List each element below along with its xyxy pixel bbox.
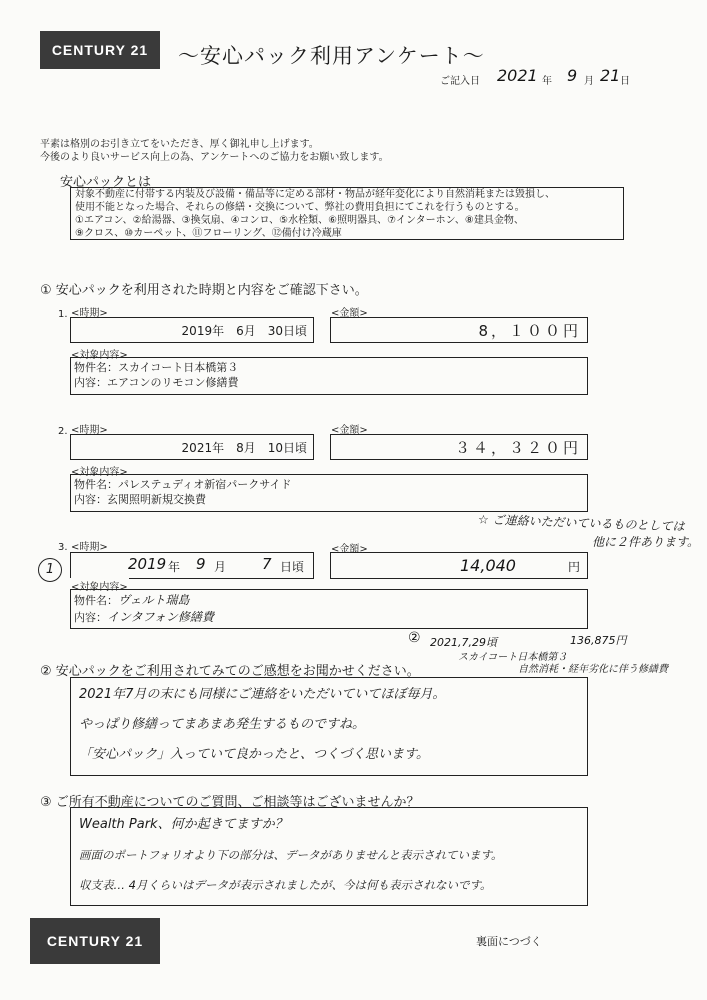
note2-content: 自然消耗・経年劣化に伴う修繕費 [518, 664, 668, 675]
star-note-line-2: 他に２件あります。 [592, 535, 700, 549]
anshin-heading: 安心パックとは [60, 175, 152, 190]
entry-2-date-box [70, 434, 314, 460]
entry-3-year-unit: 年 [168, 560, 181, 574]
entry-1-number: 1. [58, 309, 68, 320]
entry-3-month: 9 [196, 555, 206, 573]
entry-2-detail-label: 内容： [74, 493, 107, 506]
entry-2-amount-label: <金額> [330, 421, 369, 436]
entry-3-property: ヴェルト瑞島 [118, 593, 190, 607]
entry-1-date-box [70, 317, 314, 343]
entry-2-property-label: 物件名： [74, 478, 118, 491]
entry-1-content-label: <対象内容> [70, 346, 129, 361]
entry-3-day: 7 [262, 555, 272, 573]
entry-3-amount-unit: 円 [568, 560, 581, 574]
q2-answer-box [70, 677, 588, 776]
date-day: 21 [600, 66, 621, 85]
entry-3-number: 3. [58, 542, 68, 553]
entry-1-amount: 8，１００円 [478, 322, 581, 340]
entry-1-amount-box [330, 317, 588, 343]
entry-1-detail-label: 内容： [74, 376, 107, 389]
entry-1-time-label: <時期> [70, 304, 109, 319]
continue-note: 裏面につづく [476, 935, 542, 948]
entry-3-detail-label: 内容： [74, 611, 107, 624]
q3-answer-line-2: 画面のポートフォリオより下の部分は、データがありませんと表示されています。 [79, 848, 503, 862]
entry-2-content-label: <対象内容> [70, 463, 129, 478]
entry-2-date: 2021年 8月 10日頃 [181, 441, 307, 455]
date-month: 9 [567, 66, 578, 85]
q3-answer-line-3: 収支表… 4月くらいはデータが表示されましたが、今は何も表示されないです。 [79, 878, 492, 892]
note2-property: スカイコート日本橋第３ [458, 652, 568, 663]
entry-2-content: 玄関照明新規交換費 [107, 493, 206, 506]
q2-heading: ② 安心パックをご利用されてみてのご感想をお聞かせください。 [40, 664, 420, 679]
entry-1-property: スカイコート日本橋第３ [118, 361, 239, 374]
anshin-line-1: 対象不動産に付帯する内装及び設備・備品等に定める部材・物品が経年変化により自然消耗または毀損し、 [75, 189, 555, 200]
entry-3-month-unit: 月 [214, 560, 227, 574]
star-note-line-1: ☆ ご連絡いただいているものとしては [477, 512, 685, 534]
entry-3-content-label: <対象内容> [70, 578, 129, 593]
entry-3-amount: 14,040 [460, 556, 516, 575]
q2-answer-line-3: 「安心パック」入っていて良かったと、つくづく思います。 [79, 747, 429, 762]
entry-2-amount: ３４，３２０円 [454, 439, 581, 457]
q1-heading: ① 安心パックを利用された時期と内容をご確認下さい。 [40, 283, 368, 298]
intro-line-2: 今後のより良いサービス向上の為、アンケートへのご協力をお願い致します。 [40, 152, 389, 163]
entry-1-amount-label: <金額> [330, 304, 369, 319]
entry-3-year: 2019 [128, 555, 167, 573]
entry-2-content-box [70, 474, 588, 512]
entry-2-amount-box [330, 434, 588, 460]
q2-answer-line-2: やっぱり修繕ってまあまあ発生するものですね。 [79, 717, 366, 732]
entry-1-date: 2019年 6月 30日頃 [181, 324, 307, 338]
note2-circle: ② [408, 630, 421, 646]
q3-answer-box [70, 807, 588, 906]
entry-3-amount-label: <金額> [330, 540, 369, 555]
entry-2-number: 2. [58, 426, 68, 437]
anshin-line-4: ⑨クロス、⑩カーペット、⑪フローリング、⑫備付け冷蔵庫 [75, 228, 342, 239]
entry-1-content: エアコンのリモコン修繕費 [107, 376, 239, 389]
entry-3-time-label: <時期> [70, 538, 109, 553]
anshin-line-3: ①エアコン、②給湯器、③換気扇、④コンロ、⑤水栓類、⑥照明器具、⑦インターホン、⑧建具金物、 [75, 215, 524, 226]
entry-1-content-box [70, 357, 588, 395]
q3-heading: ③ ご所有不動産についてのご質問、ご相談等はございませんか？ [40, 795, 420, 810]
q3-answer-line-1: Wealth Park、何か起きてますか？ [79, 817, 288, 832]
entry-3-content: インタフォン修繕費 [107, 610, 214, 624]
entry-3-date-box [70, 552, 314, 579]
month-unit: 月 [584, 76, 594, 87]
page-title: ～安心パック利用アンケート～ [178, 44, 485, 68]
date-label: ご記入日 [440, 76, 480, 87]
brand-logo: CENTURY 21 [40, 31, 160, 69]
date-year: 2021 [497, 66, 538, 85]
entry-2-time-label: <時期> [70, 421, 109, 436]
entry-2-property: パレステュディオ新宿パークサイド [118, 478, 292, 491]
anshin-description-box [70, 187, 624, 240]
entry-3-day-unit: 日頃 [280, 560, 305, 574]
entry-3-circle-mark: 1 [38, 558, 62, 582]
note2-amount: 136,875円 [570, 634, 627, 647]
entry-3-content-box [70, 589, 588, 629]
note2-date: 2021,7,29頃 [430, 636, 497, 649]
anshin-line-2: 使用不能となった場合、それらの修繕・交換について、弊社の費用負担にてこれを行うものとする。 [75, 202, 525, 213]
year-unit: 年 [542, 76, 552, 87]
intro-line-1: 平素は格別のお引き立てをいただき、厚く御礼申し上げます。 [40, 139, 319, 150]
footer-brand-logo: CENTURY 21 [30, 918, 160, 964]
entry-3-amount-box [330, 552, 588, 579]
q2-answer-line-1: 2021年7月の末にも同様にご連絡をいただいていてほぼ毎月。 [79, 687, 446, 702]
day-unit: 日 [620, 76, 630, 87]
entry-3-property-label: 物件名： [74, 594, 118, 607]
entry-1-property-label: 物件名： [74, 361, 118, 374]
